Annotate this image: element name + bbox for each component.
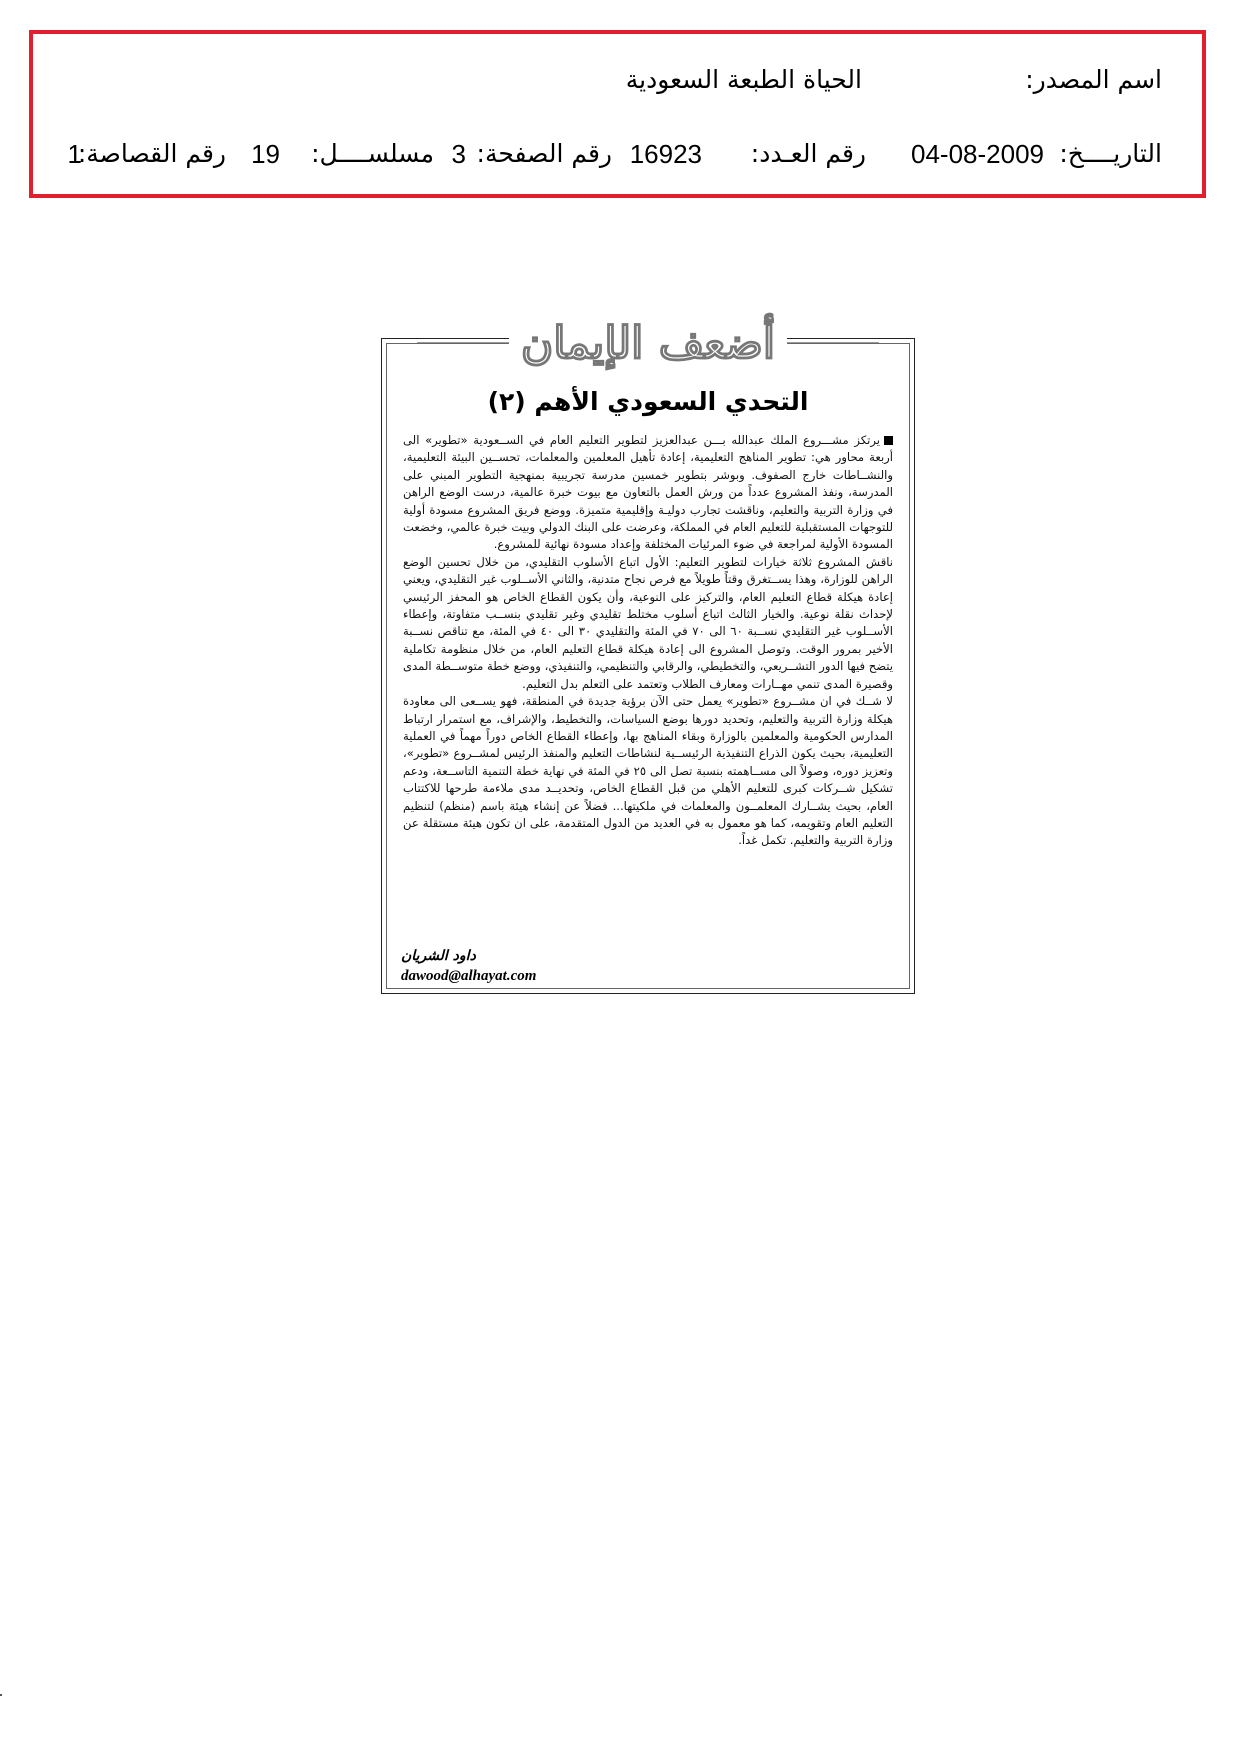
- issue-value: 16923: [629, 139, 702, 169]
- serial-value: 19: [251, 139, 280, 169]
- page-value: 3: [451, 139, 466, 169]
- author-email: dawood@alhayat.com: [401, 968, 537, 984]
- clip-value: 1: [67, 139, 82, 169]
- source-row: [73, 60, 1162, 100]
- source-label: اسم المصدر:: [1025, 65, 1162, 94]
- article-paragraph: لا شــك في ان مشــروع «تطوير» يعمل حتى الآن برؤية جديدة في المنطقة، فهو يســعى الى معاودة هيكلة وزارة التربية والتعليم، وتحديد دورها بوضع السياسات، والتخطيط، والإشراف، مع استمرار ارتباط المدارس الحكومية والمعلمين بالوزارة وبقاء المناهج بها، وإعطاء القطاع الخاص دوراً مهماً في العملية التعليمية، بحيث يكون الذراع التنفيذية الرئيســية لنشاطات التعليم والمنفذ الرئيس لمشــروع «تطوير»، وتعزيز دوره، وصولاً الى مســاهمته بنسبة تصل الى ٢٥ في المئة في نهاية خطة التنمية التاســعة، ودعم تشكيل شــركات كبرى للتعليم الأهلي من قبل القطاع الخاص، وتحديــد مدى ملاءمة طرحها للاكتتاب العام، بحيث يشــارك المعلمــون والمعلمات في ملكيتها... فضلاً عن إنشاء هيئة باسم (منظم) لتنظيم التعليم العام وتقويمه، كما هو معمول به في العديد من الدول المتقدمة، على ان تكون هيئة مستقلة عن وزارة التربية والتعليم. تكمل غداً.: [403, 694, 893, 848]
- article-paragraph: ناقش المشروع ثلاثة خيارات لتطوير التعليم: الأول اتباع الأسلوب التقليدي، من خلال تحسين الوضع الراهن للوزارة، وهذا يســتغرق وقتاً طويلاً مع فرص نجاح متدنية، والثاني الأســلوب غير التقليدي، ويعني إعادة هيكلة قطاع التعليم العام، والتركيز على النوعية، وأن يكون القطاع الخاص هو المحفز الرئيسي لإحداث نقلة نوعية. والخيار الثالث اتباع أسلوب مختلط تقليدي وغير تقليدي بنســب متفاوتة، وإعطاء الأســلوب غير التقليدي نســبة ٦٠ الى ٧٠ في المئة والتقليدي ٣٠ الى ٤٠ في المئة، مع تناقص نســبة الأخير بمرور الوقت. وتوصل المشروع الى إعادة هيكلة قطاع التعليم العام، من خلال منظومة تكاملية يتضح فيها الدور التشــريعي، والتخطيطي، والرقابي والتنظيمي، والتنفيذي، ووضع خطة متوســطة المدى وقصيرة المدى تنمي مهــارات ومعارف الطلاب وتعتمد على التعلم بدل التعليم.: [403, 554, 893, 691]
- source-info-box: [29, 30, 1206, 198]
- column-name: أضعف الإيمان: [509, 304, 787, 384]
- bullet-square-icon: [884, 436, 893, 445]
- issue-label: رقم العـدد:: [750, 139, 866, 168]
- clip-label: رقم القصاصة:: [77, 139, 226, 168]
- issue-details-row: [67, 134, 1162, 174]
- serial-label: مسلســــل:: [311, 139, 434, 168]
- scan-mark: [0, 1694, 2, 1696]
- article-frame: [386, 318, 910, 989]
- article-title: التحدي السعودي الأهم (٢): [487, 387, 809, 416]
- column-logo: [387, 304, 909, 384]
- source-value: الحياة الطبعة السعودية: [625, 65, 862, 94]
- date-label: التاريــــخ:: [1059, 139, 1162, 168]
- author-name: داود الشريان: [401, 948, 476, 964]
- page-label: رقم الصفحة:: [476, 139, 612, 168]
- article-clipping: [381, 318, 915, 994]
- article-paragraph: يرتكز مشـــروع الملك عبدالله بـــن عبدالعزيز لتطوير التعليم العام في الســعودية «تطوير» الى أربعة محاور هي: تطوير المناهج التعليمية، إعادة تأهيل المعلمين والمعلمات، تحســين البيئة التعليمية، والنشــاطات خارج الصفوف. وبوشر بتطوير خمسين مدرسة تجريبية بمنهجية التطوير المبني على المدرسة، ونفذ المشروع عدداً من ورش العمل بالتعاون مع بيوت خبرة عالمية، درست الوضع الراهن في وزارة التربية والتعليم، وناقشت تجارب دوليـة وإقليمية متميزة. ووضع فريق المشروع مسودة أولية للتوجهات المستقبلية للتعليم العام في المملكة، وعرضت على البنك الدولي وبيت خبرة عالمي، وخضعت المسودة الأولية لمراجعة في ضوء المرئيات المختلفة وإعداد مسودة نهائية للمشروع.: [403, 433, 893, 552]
- article-body: [403, 432, 893, 850]
- date-value: 04-08-2009: [911, 139, 1044, 169]
